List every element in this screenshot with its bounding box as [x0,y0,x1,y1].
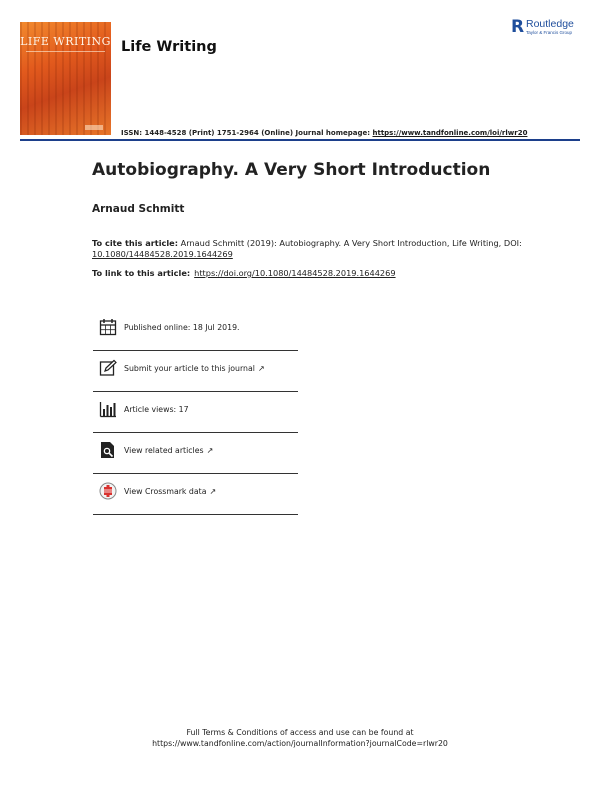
article-info-list [93,310,298,515]
external-link-icon: ↗ [206,446,214,455]
doi-link[interactable]: 10.1080/14484528.2019.1644269 [92,249,233,259]
published-date: Published online: 18 Jul 2019. [124,323,240,332]
journal-cover-image [20,22,111,135]
article-views: Article views: 17 [124,405,189,414]
info-row-submit[interactable] [93,351,298,392]
cover-rule [26,51,105,55]
link-label: To link to this article: [92,268,191,278]
submit-article-label: Submit your article to this journal [124,364,255,373]
cover-publisher-mark [85,125,103,130]
crossmark-icon [99,482,117,500]
info-row-crossmark[interactable] [93,474,298,515]
submit-article-link[interactable] [124,364,265,373]
bar-chart-icon [99,400,117,418]
calendar-icon [99,318,117,336]
routledge-r-icon: R [511,17,525,37]
author-name: Arnaud Schmitt [92,203,185,215]
publisher-tagline: Taylor & Francis Group [526,30,573,35]
external-link-icon: ↗ [257,364,265,373]
info-row-published [93,310,298,351]
crossmark-label: View Crossmark data [124,487,207,496]
cite-text: Arnaud Schmitt (2019): Autobiography. A Very Short Introduction, Life Writing, DOI: [178,238,522,248]
cite-label: To cite this article: [92,238,178,248]
article-permalink[interactable]: https://doi.org/10.1080/14484528.2019.1644269 [194,268,396,278]
permalink-block [92,268,396,278]
terms-url[interactable]: https://www.tandfonline.com/action/journalInformation?journalCode=rlwr20 [152,739,448,748]
journal-title: Life Writing [121,39,217,55]
info-row-related[interactable] [93,433,298,474]
header-divider [20,139,580,141]
search-document-icon [99,441,117,459]
issn-line [121,129,527,137]
external-link-icon: ↗ [209,487,217,496]
issn-text: ISSN: 1448-4528 (Print) 1751-2964 (Online) Journal homepage: [121,129,373,137]
journal-homepage-link[interactable]: https://www.tandfonline.com/loi/rlwr20 [372,129,528,137]
related-articles-label: View related articles [124,446,204,455]
cover-title: LIFE WRITING [20,35,111,48]
edit-icon [99,359,117,377]
routledge-logo [511,18,591,40]
info-row-views [93,392,298,433]
crossmark-link[interactable] [124,487,216,496]
citation-block [92,238,522,260]
article-title: Autobiography. A Very Short Introduction [92,160,491,180]
publisher-name: Routledge [526,18,574,30]
terms-footer [0,727,600,749]
terms-line: Full Terms & Conditions of access and use can be found at [186,728,414,737]
related-articles-link[interactable] [124,446,213,455]
